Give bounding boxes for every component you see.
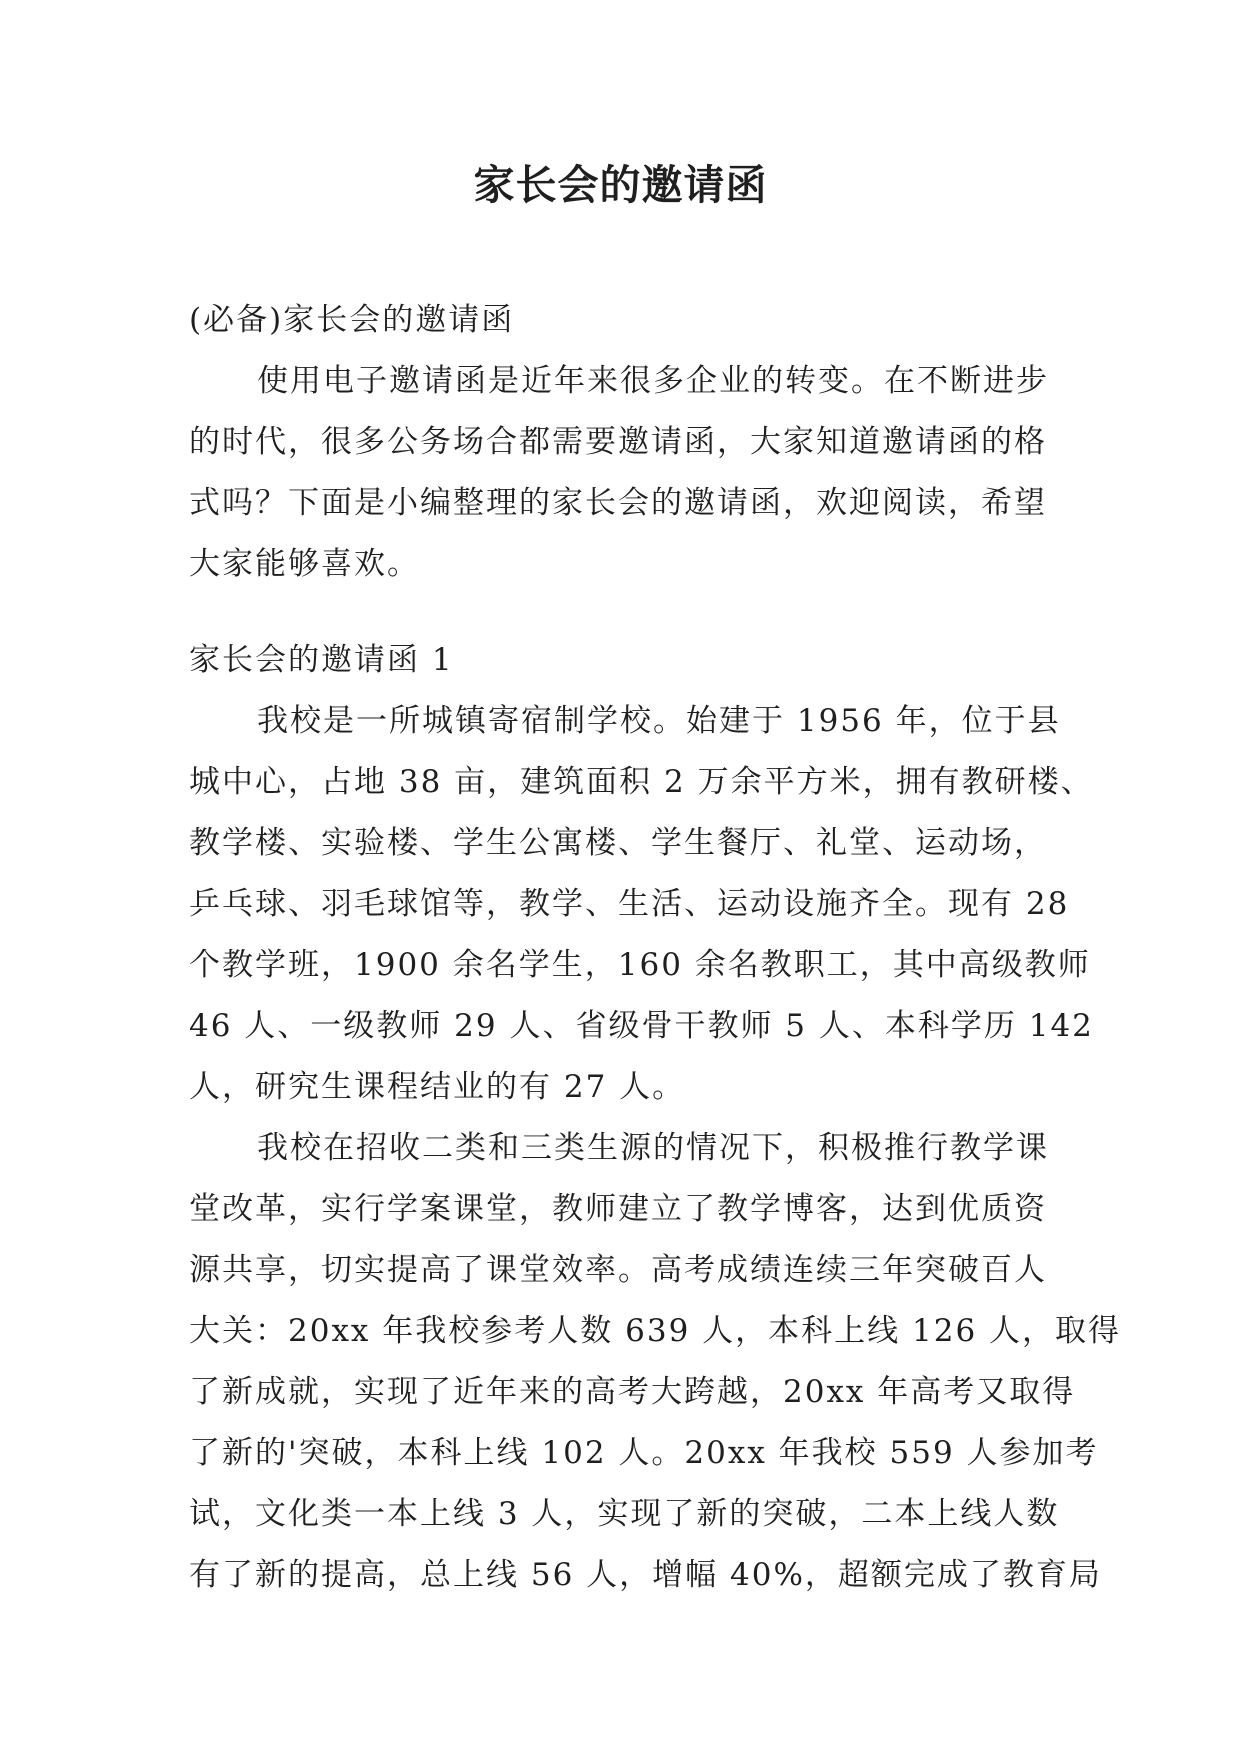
text-line: 教学楼、实验楼、学生公寓楼、学生餐厅、礼堂、运动场， <box>189 825 1047 861</box>
section-heading: 家长会的邀请函 1 <box>189 642 454 678</box>
text-line: 堂改革，实行学案课堂，教师建立了教学博客，达到优质资 <box>189 1191 1047 1227</box>
text-line: 了新成就，实现了近年来的高考大跨越，20xx 年高考又取得 <box>189 1374 1076 1410</box>
document-title: 家长会的邀请函 <box>473 161 768 209</box>
text-line: 我校在招收二类和三类生源的情况下，积极推行教学课 <box>257 1130 1049 1166</box>
paragraph-spacer <box>189 595 1057 630</box>
text-line: 人，研究生课程结业的有 27 人。 <box>189 1069 686 1105</box>
text-line: 使用电子邀请函是近年来很多企业的转变。在不断进步 <box>257 363 1049 399</box>
text-line: 了新的'突破，本科上线 102 人。20xx 年我校 559 人参加考 <box>189 1435 1099 1471</box>
achievement-paragraph <box>189 1118 1122 1606</box>
text-line: 式吗？下面是小编整理的家长会的邀请函，欢迎阅读，希望 <box>189 485 1047 521</box>
text-line: 46 人、一级教师 29 人、省级骨干教师 5 人、本科学历 142 <box>189 1008 1094 1044</box>
document-subtitle: (必备)家长会的邀请函 <box>189 302 515 338</box>
text-line: 大家能够喜欢。 <box>189 546 420 582</box>
text-line: 城中心，占地 38 亩，建筑面积 2 万余平方米，拥有教研楼、 <box>189 764 1094 800</box>
text-line: 我校是一所城镇寄宿制学校。始建于 1956 年，位于县 <box>257 703 1061 739</box>
text-line: 的时代，很多公务场合都需要邀请函，大家知道邀请函的格 <box>189 424 1047 460</box>
text-line: 个教学班，1900 余名学生，160 余名教职工，其中高级教师 <box>189 947 1091 983</box>
text-line: 有了新的提高，总上线 56 人，增幅 40%，超额完成了教育局 <box>189 1557 1102 1593</box>
intro-paragraph <box>189 351 1057 595</box>
text-line: 大关：20xx 年我校参考人数 639 人，本科上线 126 人，取得 <box>189 1313 1122 1349</box>
school-intro-paragraph <box>189 691 1094 1118</box>
text-line: 乒乓球、羽毛球馆等，教学、生活、运动设施齐全。现有 28 <box>189 886 1070 922</box>
text-line: 试，文化类一本上线 3 人，实现了新的突破，二本上线人数 <box>189 1496 1060 1532</box>
text-line: 源共享，切实提高了课堂效率。高考成绩连续三年突破百人 <box>189 1252 1047 1288</box>
document-body <box>189 290 1122 1606</box>
